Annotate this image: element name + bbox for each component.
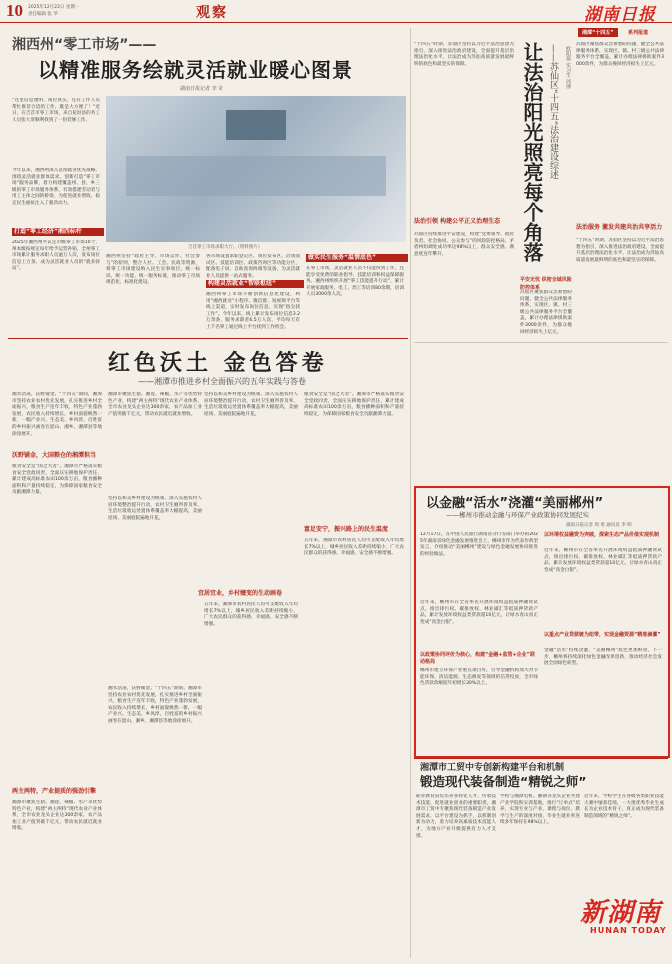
section-divider [414,342,668,343]
series-tag: 湘潭“十四五” [578,28,618,37]
body-paragraph: 学校与湘潭电机、湘钢等龙头企业共建产业学院和实训基地，推行“订单式”培养，实现专业与产业、课程与岗位、教学与生产的深度对接，毕业生就业率连续多年保持在98%以上。 [500,794,580,826]
section-divider [8,338,408,339]
article-headline: 以金融“活水”浇灌“美丽郴州” [426,496,604,511]
body-paragraph: 近年来，学校学生在各级各类职业技能大赛中屡获佳绩，一大批优秀毕业生成长为企业技术骨干，真正成为现代装备制造领域的“精锐之师”。 [584,794,664,819]
subhead-2-tag: 构建灵活就业“智联枢纽” [206,280,304,288]
editor-line: 责任编辑 张 华 [28,12,58,17]
body-paragraph: 粮食安全是“国之大者”。湘潭市严格落实粮食安全党政同责，全面压实耕地保护责任，累计建成高标准农田100余万亩，粮食播种面积和产量持续稳定，为保障国家粮食安全贡献湘潭力量。 [12,464,102,496]
column-rule [410,28,411,958]
body-paragraph: 金融“活水”持续浇灌，“美丽郴州”底色更加鲜亮。下一步，郴州将持续深化绿色金融改革创新，推动经济社会发展全面绿色转型。 [544,648,662,667]
body-paragraph: 在零工市场，灵活就业人员不仅能找到工作，还能享受免费的职业指导、技能培训和权益保障服务。湘西州组织开展“零工技能提升行动”，累计开展家政服务、电工、焊工等培训80余期，培训人员3000余人次。 [306,266,404,298]
article-headline: 红色沃土 金色答卷 [108,351,328,376]
subhead: 沃野铺金，大国粮仓的湘潭担当 [12,452,97,459]
subhead-1-tag: 打造“零工经济”湘西标杆 [12,228,104,236]
body-paragraph: 今年以来，湘西州深入贯彻就业优先战略，围绕灵活就业群体需求，创新打造“零工市场”服务品牌，着力构建覆盖州、县、乡三级的零工市场服务体系，有效搭建劳动者与用工主体之间的桥梁，为促进就业增收、稳定民生福祉注入了强劲动力。 [12,168,100,206]
article-xiangtan-rural [8,342,408,960]
section-title: 观察 [196,5,228,21]
subhead: 宜居宜业，乡村嬗变的生动画卷 [198,590,283,597]
subhead: 以政策协同评价为核心，构建“金融+监管+企业”联动格局 [420,652,535,665]
zero-work-market-photo [106,96,406,242]
body-paragraph: 湘水浩荡，沃野铺金。“十四五”期间，湘潭市坚持农业农村优先发展，扎实推进乡村全面振兴，粮食生产连年丰收，特色产业蓬勃发展，农民收入持续增长，乡村面貌焕然一新，一幅产业兴、生态美、乡风淳、百姓富的乡村振兴画卷在韶山、湘乡、湘潭县等地徐徐展开。 [12,392,102,437]
article-kicker: 湘西州“零工市场”—— [12,37,157,53]
lead-paragraph: “这里信息透明、岗位真实，还有工作人员帮忙推荐合适的工作，既是大方便了！”近日，在吉首市零工市场，来自花垣县的务工人员张大哥顺利找到了一份装修工作。 [12,98,100,123]
body-paragraph: 苏仙区聚焦群众急难愁盼问题，健全公共法律服务体系，实现区、镇、村三级公共法律服务平台全覆盖，累计办理法律援助案件3000余件，为群众挽回经济损失上亿元。 [520,290,572,335]
vertical-headline: 让法治阳光照亮每个角落 [520,42,544,262]
body-paragraph: 职业教育肩负培养多样化人才、传承技术技能、促进就业创业的重要职责。湘潭市工贸中专聚焦现代装备制造产业发展需求，以平台建设为抓手，以机制创新为动力，着力培养高素质技术技能人才，为地方产业升级提供有力人才支撑。 [416,794,496,839]
body-paragraph: 12月17日，在中国人民银行湖南省分行等部门举办的2025年湖南省绿色金融发展推进会上，郴州市作为代表作典型发言，介绍推动“美丽郴州”建设与绿色金融发展协同推进的经验做法。 [420,532,538,557]
body-paragraph: 湘潭市聚焦生猪、湘莲、辣椒、水产等优势特色产业，构建“两主两特”现代农业产业体系，全市农业龙头企业达300余家，农产品加工业产值突破千亿元，带动农民就近就业增收。 [108,392,202,417]
subhead-3-tag: 做实民生服务“温情底色” [306,254,408,262]
body-paragraph: 坚持以和美乡村建设为统领，深入实施农村人居环境整治提升行动，农村卫生厕所普及率、生活垃圾收运处置体系覆盖率大幅提高，美丽屋场、美丽庭院遍地开花。 [108,496,202,521]
body-paragraph: 湘潭市聚焦生猪、湘莲、辣椒、水产等优势特色产业，构建“两主两特”现代农业产业体系，全市农业龙头企业达300余家，农产品加工业产值突破千亿元，带动农民就近就业增收。 [12,800,102,832]
vertical-byline: 欧阳倩 实习生 周博 [565,46,571,90]
article-xiangxi [8,28,408,373]
article-xiangtan-vocational [414,760,668,960]
body-paragraph: 湘西州零工市场不断创新信息化建设，利用“湘西就业”小程序、微信群、短视频平台等线上渠道，实时发布岗位信息，实现“指尖找工作”。今年以来，线上累计发布岗位信息3.2万余条，服务求职者6.5万人次，平均每天有上千名零工通过线上平台找到工作机会。 [206,292,300,330]
article-kicker: 湘潭市工贸中专创新构建平台和机制 [420,763,565,773]
body-paragraph: 郴州市建立环保产业重点项目库，引导金融机构加大对节能环保、清洁能源、生态修复等领域的信贷投放，全市绿色贷款余额较年初增长30%以上。 [420,668,538,687]
body-paragraph: 苏仙区聚焦群众急难愁盼问题，健全公共法律服务体系，实现区、镇、村三级公共法律服务平台全覆盖，累计办理法律援助案件3000余件，为群众挽回经济损失上亿元。 [576,42,664,67]
subhead: 法治引领 构建公平正义治理生态 [414,218,501,225]
body-paragraph: “十四五”时期，苏仙区坚持以习近平法治思想为指引，深入推进法治政府建设，全面提升基层治理法治化水平，让法治成为苏仙高质量发展最鲜明的底色和最坚实的保障。 [576,238,664,263]
body-paragraph: 2025年湘西州共认定市级零工市场10个，州本级按规定每年给予运营补贴，全州零工市场累计服务求职人员逾万人次，发布岗位信息上万条，成为灵活就业人员的“就业驿站”。 [12,240,100,272]
subhead: 平安无忧 织密全域风险防控体系 [520,277,572,291]
body-paragraph: 各市场设置求职登记区、岗位发布区、洽谈面试区、技能培训区、政策咨询区等功能分区，配备电子屏、自助查询终端等设备，为灵活就业人员提供一站式服务。 [206,254,300,278]
subhead: 以重点产业贷款链为纽带，实现金融资源“精准滴灌” [544,632,661,638]
body-paragraph: 五年来，湘潭市农村居民人均可支配收入年均增长7%以上，城乡居民收入差距持续缩小，广大农民群众的获得感、幸福感、安全感不断增强。 [204,602,298,627]
hall-counter-shape [126,156,386,196]
body-paragraph: 苏仙区持续推进平安建设，构建“党委领导、政府负责、社会协同、公众参与”的风险防控格局，矛盾纠纷调处成功率达98%以上，群众安全感、满意度连年攀升。 [414,232,514,257]
subhead: 富足安宁，振兴路上的民生温度 [304,526,389,533]
masthead-logo: 湖南日报 [584,5,656,25]
body-paragraph: 坚持以和美乡村建设为统领，深入实施农村人居环境整治提升行动，农村卫生厕所普及率、生活垃圾收运处置体系覆盖率大幅提高，美丽屋场、美丽庭院遍地开花。 [204,392,298,417]
article-byline: 湖南日报记者 周 勇 通讯员 李 明 [566,523,632,528]
body-paragraph: 五年来，湘潭市农村居民人均可支配收入年均增长7%以上，城乡居民收入差距持续缩小，广大农民群众的获得感、幸福感、安全感不断增强。 [304,538,404,557]
article-subheadline: ——郴州市推动金融与环保产业政策协同发展纪实 [446,511,589,519]
body-paragraph: 近年来，郴州市在全省率先开展环境权益抵质押融资试点，推出排污权、碳排放权、林业碳汇等抵质押贷款产品，累计发放环境权益类贷款超10亿元，让绿水青山真正变成“真金白银”。 [420,600,538,625]
subhead: 两主两特，产业提质的强劲引擎 [12,788,97,795]
article-byline: 湖南日报记者 李 奇 [180,86,224,92]
photo-caption: 吉首零工市场求职大厅。（资料图片） [188,245,263,250]
page-header [0,0,672,23]
issue-date: 2025年12月22日 星期一 [28,5,80,10]
vertical-subheadline: ——苏仙区“十四五”法治建设综述 [548,44,558,180]
body-paragraph: “十四五”时期，苏仙区坚持以习近平法治思想为指引，深入推进法治政府建设，全面提升基层治理法治化水平，让法治成为苏仙高质量发展最鲜明的底色和最坚实的保障。 [414,42,514,67]
series-tag-label: 系列报道 [628,30,649,36]
body-paragraph: 湘西州坚持“政府主导、市场运作、社会参与”的原则，整合人社、工会、民政等资源，将零工市场建设纳入民生实事项目，统一标识、统一功能、统一服务标准，推动零工市场规范化、标准化建设。 [106,254,200,286]
article-suxian [414,28,668,340]
body-paragraph: 近年来，郴州市在全省率先开展环境权益抵质押融资试点，推出排污权、碳排放权、林业碳汇等抵质押贷款产品，累计发放环境权益类贷款超10亿元，让绿水青山真正变成“真金白银”。 [544,548,662,573]
subhead: 法治服务 激发共建共治共享活力 [576,224,663,231]
article-headline: 以精准服务绘就灵活就业暖心图景 [38,58,353,82]
body-paragraph: 湘水浩荡，沃野铺金。“十四五”期间，湘潭市坚持农业农村优先发展，扎实推进乡村全面振兴，粮食生产连年丰收，特色产业蓬勃发展，农民收入持续增长，乡村面貌焕然一新，一幅产业兴、生态美、乡风淳、百姓富的乡村振兴画卷在韶山、湘乡、湘潭县等地徐徐展开。 [108,686,202,724]
article-subheadline: ——湘潭市推进乡村全面振兴的五年实践与答卷 [138,377,306,386]
footer-logo: 新湖南 [580,898,662,928]
body-paragraph: 粮食安全是“国之大者”。湘潭市严格落实粮食安全党政同责，全面压实耕地保护责任，累计建成高标准农田100余万亩，粮食播种面积和产量持续稳定，为保障国家粮食安全贡献湘潭力量。 [304,392,404,417]
page-number: 10 [6,1,23,20]
section-divider [414,758,668,759]
subhead: 以环境权益融资为突破，探索生态产品价值实现机制 [544,532,660,538]
article-headline: 锻造现代装备制造“精锐之师” [420,774,587,789]
display-screen-shape [226,110,286,140]
article-chenzhou-finance [414,486,670,758]
footer-logo-english: HUNAN TODAY [590,926,667,935]
